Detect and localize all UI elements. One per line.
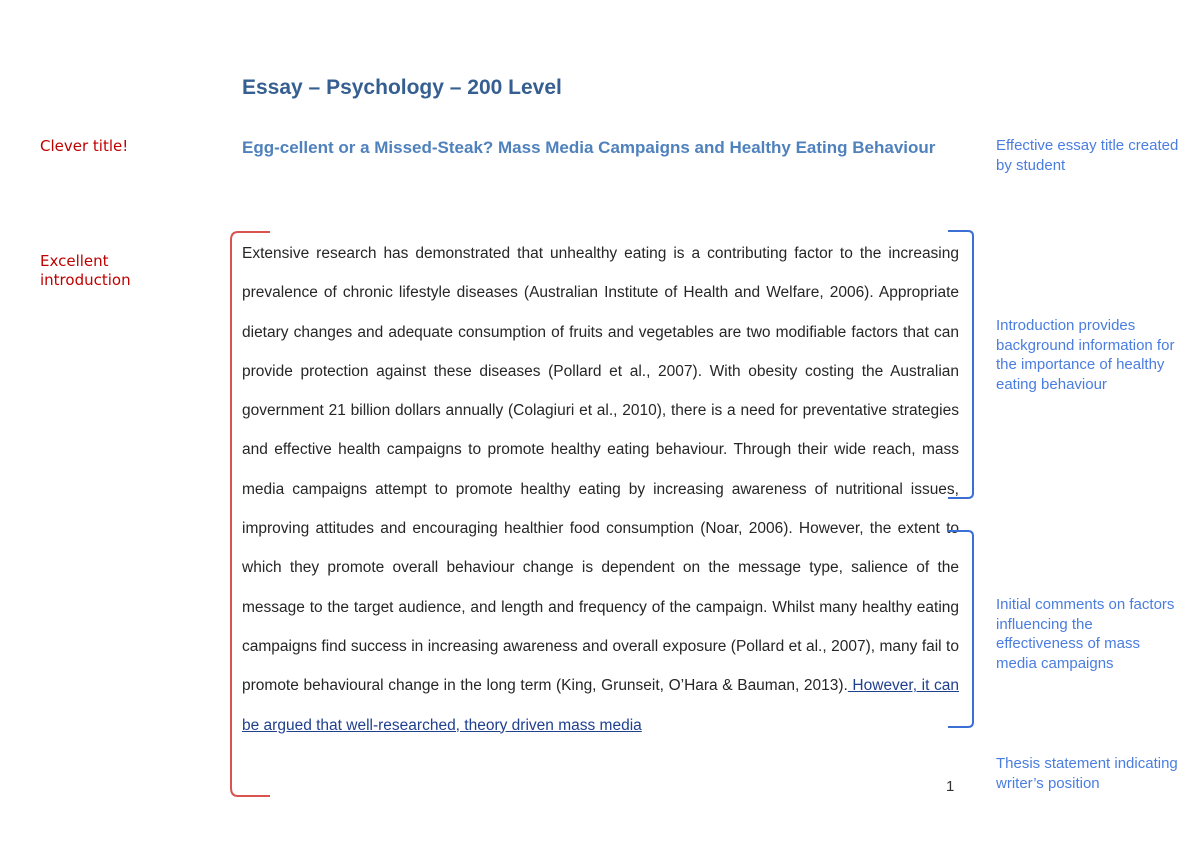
blue-bracket-background <box>948 231 973 498</box>
comment-initial-factors: Initial comments on factors influencing the effectiveness of mass media campaigns <box>996 596 1175 672</box>
thesis-statement: However, it can be argued that well-researched, theory driven mass media <box>242 677 959 734</box>
comment-clever-title: Clever title! <box>40 137 129 155</box>
introduction-text: Extensive research has demonstrated that unhealthy eating is a contributing factor to the increasing prevalence of chronic lifestyle diseases (Australian Institute of Health and Welfare, 2006). Appropriate dietary changes and adequate consumption of fruits and vegetables are two modifiable factors that can provide protection against these diseases (Pollard et al., 2007). With obesity costing the Australian government 21 billion dollars annually (Colagiuri et al., 2010), there is a need for preventative strategies and effective health campaigns to promote healthy eating behaviour. Through their wide reach, mass media campaigns attempt to promote healthy eating by increasing awareness of nutritional issues, improving attitudes and encouraging healthier food consumption (Noar, 2006). However, the extent to which they promote overall behaviour change is dependent on the message type, salience of the message to the target audience, and length and frequency of the campaign. Whilst many healthy eating campaigns find success in increasing awareness and overall exposure (Pollard et al., 2007), many fail to promote behavioural change in the long term (King, Grunseit, O’Hara & Bauman, 2013). <box>242 245 959 695</box>
comment-introduction-background: Introduction provides background information for the importance of healthy eating behaviour <box>996 317 1175 393</box>
essay-title: Egg-cellent or a Missed-Steak? Mass Media Campaigns and Healthy Eating Behaviour <box>242 138 936 157</box>
blue-bracket-factors <box>948 531 973 727</box>
comment-thesis-statement: Thesis statement indicating writer’s position <box>996 755 1178 792</box>
red-bracket <box>231 232 270 796</box>
comment-title-effective: Effective essay title created by student <box>996 137 1179 174</box>
page-number: 1 <box>946 778 955 795</box>
comment-excellent-introduction: Excellent introduction <box>40 252 131 289</box>
document-heading: Essay – Psychology – 200 Level <box>242 76 562 99</box>
